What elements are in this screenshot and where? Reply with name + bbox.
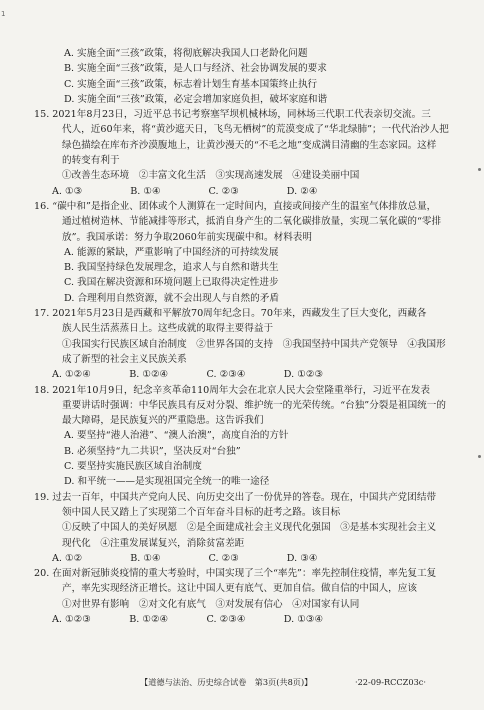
text-line: 成了新型的社会主义民族关系	[62, 353, 187, 365]
text-line: C. 实施全面“三孩”政策，标志着计划生育基本国策终止执行	[64, 78, 318, 90]
text-line: A. ①②③ B. ①②④ C. ②③④ D. ①③④	[52, 613, 324, 625]
text-line: C. 要坚持实施民族区域自治制度	[64, 461, 202, 473]
text-line: B. 必须坚持“九二共识”，坚决反对“台独”	[64, 445, 241, 457]
text-line: A. ①② B. ①④ C. ②③ D. ③④	[52, 552, 318, 564]
footer-title: 【道德与法治、历史综合试卷 第3页(共8页)】	[140, 677, 313, 687]
text-line: 最大障碍，是民族复兴的严重隐患。这告诉我们	[62, 415, 264, 427]
text-line: A. ①②④ B. ①②④ C. ②③④ D. ①②③	[52, 369, 324, 381]
text-line: A. 要坚持“港人治港”、“澳人治澳”，高度自治的方针	[64, 430, 289, 442]
text-line: D. 实施全面“三孩”政策，必定会增加家庭负担，破坏家庭和谐	[64, 93, 328, 105]
text-line: ①反映了中国人的美好夙愿 ②是全面建成社会主义现代化强国 ③是基本实现社会主义	[62, 522, 437, 534]
text-line: C. 我国在解决资源和环境问题上已取得决定性进步	[64, 277, 279, 289]
text-line: 20. 在面对新冠肺炎疫情的重大考验时，中国实现了三个“率先”：率先控制住疫情，率先复工复	[34, 568, 437, 580]
question-content	[34, 46, 472, 627]
text-line: A. 实施全面“三孩”政策，将彻底解决我国人口老龄化问题	[64, 48, 308, 59]
text-line: D. 和平统一——是实现祖国完全统一的唯一途径	[64, 476, 270, 488]
text-line: 通过植树造林、节能减排等形式，抵消自身产生的二氧化碳排放量，实现二氧化碳的“零排	[62, 216, 442, 228]
text-line: 的转变有利于	[62, 155, 120, 167]
page-footer	[140, 677, 480, 688]
text-line: 代人，近60年来，将“黄沙遮天日，飞鸟无栖树”的荒漠变成了“华北绿肺”；一代代治沙人把	[62, 124, 449, 136]
text-line: A. 能源的紧缺，严重影响了中国经济的可持续发展	[64, 246, 279, 258]
text-line: 领中国人民又踏上了实现第二个百年奋斗目标的赶考之路。该目标	[62, 506, 341, 518]
text-line: B. 实施全面“三孩”政策，是人口与经济、社会协调发展的要求	[64, 63, 327, 75]
footer-code: ·22-09-RCCZ03c·	[355, 677, 426, 687]
text-line: 绿色描绘在库布齐沙漠腹地上，让黄沙漫天的“不毛之地”变成满目清幽的生态家园。这样	[62, 139, 437, 151]
text-line: A. ①③ B. ①④ C. ②③ D. ②④	[52, 185, 318, 197]
binding-dot	[478, 455, 481, 458]
text-line: 17. 2021年5月23日是西藏和平解放70周年纪念日。70年来，西藏发生了巨大变化，西藏各	[34, 308, 427, 320]
text-line: 族人民生活蒸蒸日上。这些成就的取得主要得益于	[62, 323, 274, 335]
text-line: 产，率先实现经济正增长。这让中国人更有底气、更加自信。做自信的中国人，应该	[62, 583, 417, 595]
text-line: 16. “碳中和”是指企业、团体或个人测算在一定时间内，直接或间接产生的温室气体排放总量，	[34, 200, 437, 212]
text-line: 19. 过去一百年，中国共产党向人民、向历史交出了一份优异的答卷。现在，中国共产党团结带	[34, 491, 437, 503]
text-line: 放”。我国承诺：努力争取2060年前实现碳中和。材料表明	[62, 231, 312, 243]
text-line: 重要讲话时强调：中华民族具有反对分裂、维护统一的光荣传统。“台独”分裂是祖国统一的	[62, 399, 446, 411]
text-line: D. 合理利用自然资源，就不会出现人与自然的矛盾	[64, 292, 279, 304]
text-line: 现代化 ④注重发展谋复兴，消除贫富差距	[62, 537, 245, 549]
text-line: ①我国实行民族区域自治制度 ②世界各国的支持 ③我国坚持中国共产党领导 ④我国形	[62, 338, 446, 350]
corner-mark: 1	[1, 10, 6, 18]
text-line: 15. 2021年8月23日，习近平总书记考察塞罕坝机械林场，同林场三代职工代表亲切交流。三	[34, 109, 431, 121]
text-line: ①对世界有影响 ②对文化有底气 ③对发展有信心 ④对国家有认同	[62, 598, 360, 610]
text-line: 18. 2021年10月9日，纪念辛亥革命110周年大会在北京人民大会堂隆重举行，习近平在发表	[34, 384, 430, 396]
text-line: B. 我国坚持绿色发展理念，追求人与自然和谐共生	[64, 262, 279, 274]
text-line: ①改善生态环境 ②丰富文化生活 ③实现高速发展 ④建设美丽中国	[62, 170, 360, 182]
binding-dot	[478, 168, 481, 171]
